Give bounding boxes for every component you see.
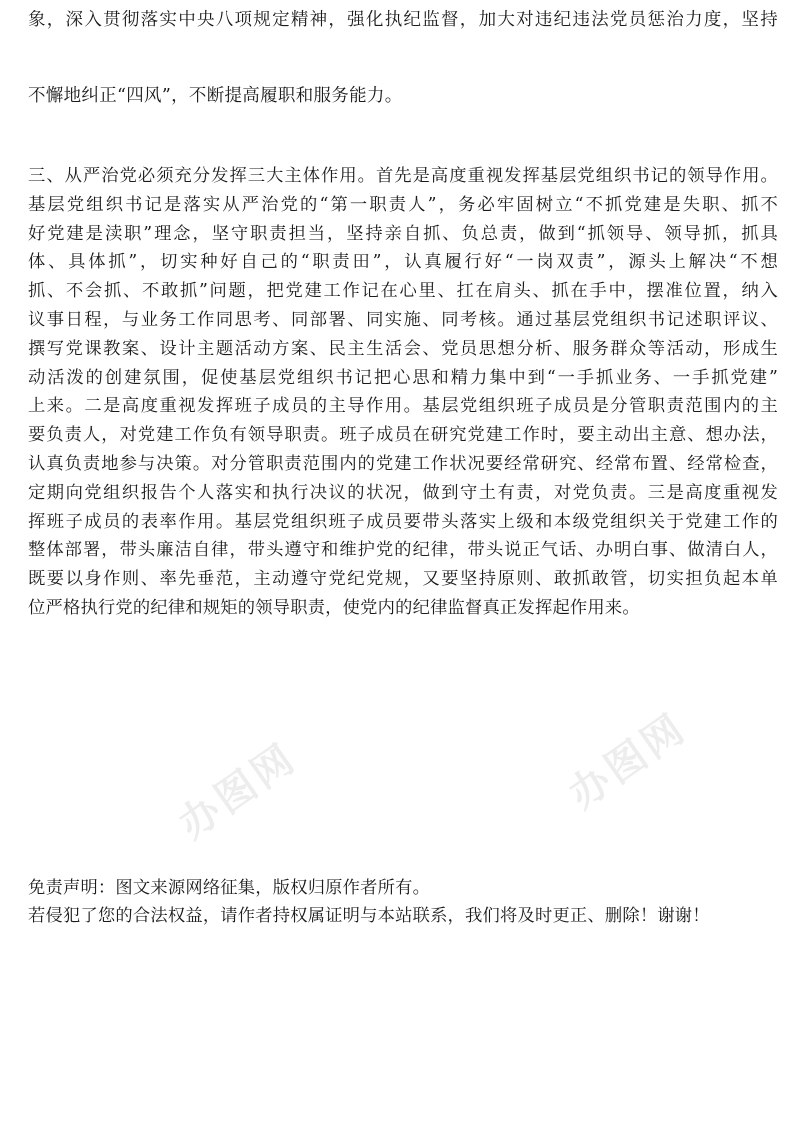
paragraph-line: 撰写党课教案、设计主题活动方案、民主生活会、党员思想分析、服务群众等活动，形成生 [28,338,778,359]
section-three-paragraph [28,162,778,623]
paragraph-line: 动活泼的创建氛围，促使基层党组织书记把心思和精力集中到“一手抓业务、一手抓党建” [28,367,778,388]
paragraph-line: 认真负责地参与决策。对分管职责范围内的党建工作状况要经常研究、经常布置、经常检查， [28,453,778,474]
disclaimer [28,874,778,930]
paragraph-line: 基层党组织书记是落实从严治党的“第一职责人”，务必牢固树立“不抓党建是失职、抓不 [28,194,778,215]
paragraph-line: 挥班子成员的表率作用。基层党组织班子成员要带头落实上级和本级党组织关于党建工作的 [28,511,778,532]
watermark: 办图网 [170,734,306,849]
paragraph-line: 象，深入贯彻落实中央八项规定精神，强化执纪监督，加大对违纪违法党员惩治力度，坚持 [28,10,778,30]
disclaimer-line: 若侵犯了您的合法权益，请作者持权属证明与本站联系，我们将及时更正、删除！谢谢！ [28,906,710,926]
paragraph-line: 位严格执行党的纪律和规矩的领导职责，使党内的纪律监督真正发挥起作用来。 [28,597,640,618]
paragraph-line: 抓、不会抓、不敢抓”问题，把党建工作记在心里、扛在肩头、抓在手中，摆准位置，纳入 [28,281,778,302]
paragraph-line: 议事日程，与业务工作同思考、同部署、同实施、同考核。通过基层党组织书记述职评议、 [28,309,778,330]
paragraph-line: 定期向党组织报告个人落实和执行决议的状况，做到守土有责，对党负责。三是高度重视发 [28,482,778,503]
paragraph-line: 不懈地纠正“四风”，不断提高履职和服务能力。 [28,86,403,106]
paragraph-line: 整体部署，带头廉洁自律，带头遵守和维护党的纪律，带头说正气话、办明白事、做清白人， [28,540,778,561]
paragraph-line: 要负责人，对党建工作负有领导职责。班子成员在研究党建工作时，要主动出主意、想办法， [28,425,778,446]
disclaimer-line: 免责声明：图文来源网络征集，版权归原作者所有。 [28,878,431,898]
paragraph-line: 上来。二是高度重视发挥班子成员的主导作用。基层党组织班子成员是分管职责范围内的主 [28,396,778,417]
watermark: 办图网 [560,704,696,819]
paragraph-line: 三、从严治党必须充分发挥三大主体作用。首先是高度重视发挥基层党组织书记的领导作用。 [28,166,778,186]
paragraph-line: 既要以身作则、率先垂范，主动遵守党纪党规，又要坚持原则、敢抓敢管，切实担负起本单 [28,569,778,590]
paragraph-line: 好党建是渎职”理念，坚守职责担当，坚持亲自抓、负总责，做到“抓领导、领导抓，抓具 [28,223,778,244]
paragraph-line: 体、具体抓”，切实种好自己的“职责田”，认真履行好“一岗双责”，源头上解决“不想 [28,252,778,273]
